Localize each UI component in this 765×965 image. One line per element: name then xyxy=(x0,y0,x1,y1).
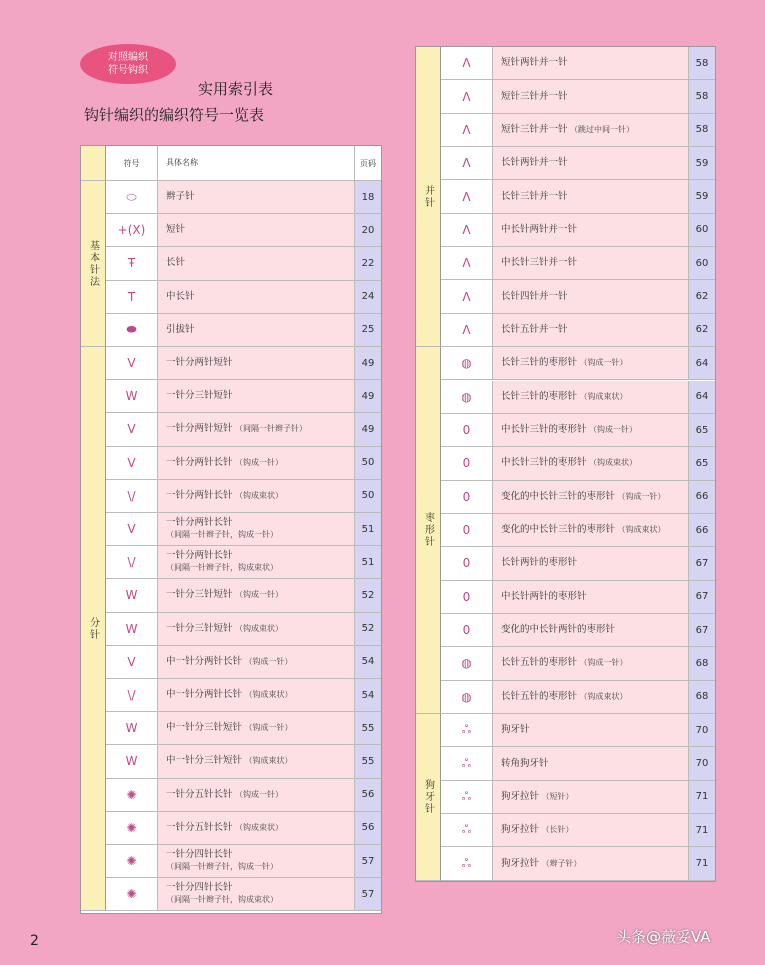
stitch-note: （辫子针） xyxy=(539,858,582,868)
stitch-symbol-icon: V xyxy=(106,513,158,545)
page-title: 实用索引表 xyxy=(198,80,274,98)
table-row xyxy=(441,147,715,180)
table-row xyxy=(106,745,381,778)
stitch-symbol-icon: W xyxy=(106,712,158,744)
page-ref: 52 xyxy=(355,579,381,611)
stitch-name xyxy=(158,214,355,246)
table-row xyxy=(441,781,715,814)
page-ref: 50 xyxy=(355,447,381,479)
stitch-symbol-icon: Λ xyxy=(441,280,493,312)
stitch-name-text: 狗牙拉针 （短针） xyxy=(501,790,574,802)
page-ref: 51 xyxy=(355,513,381,545)
page-ref: 67 xyxy=(689,614,715,646)
table-row xyxy=(106,413,381,446)
watermark: 头条@薇妥VA xyxy=(616,928,711,946)
stitch-symbol-icon: ஃ xyxy=(441,781,493,813)
table-row xyxy=(441,247,715,280)
stitch-note: （钩成一针） xyxy=(586,425,638,435)
stitch-name-text: 长针两针并一针 xyxy=(501,157,568,169)
page-ref: 68 xyxy=(689,681,715,713)
right-table xyxy=(415,46,716,882)
page-ref: 65 xyxy=(689,414,715,446)
stitch-symbol-icon: V xyxy=(106,347,158,379)
stitch-note: （钩成束状） xyxy=(615,525,666,535)
table-row xyxy=(106,314,381,347)
stitch-symbol-icon: Λ xyxy=(441,214,493,246)
table-row xyxy=(106,181,381,214)
stitch-name-text: 一针分两针长针 xyxy=(166,550,233,562)
stitch-name-text: 中一针分两针长针 （钩成束状） xyxy=(166,689,293,701)
page-ref: 59 xyxy=(689,180,715,212)
stitch-name xyxy=(493,781,689,813)
table-row xyxy=(106,679,381,712)
category-label xyxy=(416,47,441,347)
left-table xyxy=(80,145,382,914)
category-text: 狗牙针 xyxy=(422,778,434,815)
stitch-name xyxy=(493,647,689,679)
page-ref: 59 xyxy=(689,147,715,179)
stitch-name xyxy=(493,547,689,579)
stitch-name xyxy=(158,779,355,811)
page-ref: 70 xyxy=(689,747,715,779)
stitch-name xyxy=(158,314,355,346)
table-row xyxy=(441,647,715,680)
stitch-symbol-icon: 0 xyxy=(441,447,493,479)
page-ref: 52 xyxy=(355,613,381,645)
table-row xyxy=(441,381,715,414)
stitch-note: （间隔一针辫子针，钩成一针） xyxy=(166,862,278,872)
stitch-name-text: 一针分两针长针 （钩成束状） xyxy=(166,489,284,501)
stitch-symbol-icon: ◍ xyxy=(441,347,493,379)
page-ref: 55 xyxy=(355,712,381,744)
table-row xyxy=(441,847,715,880)
badge-line2: 符号钩织 xyxy=(108,65,148,76)
stitch-name-text: 一针分两针短针 xyxy=(166,357,233,369)
page-ref: 57 xyxy=(355,878,381,910)
page-ref: 25 xyxy=(355,314,381,346)
category-label xyxy=(416,347,441,714)
stitch-name-text: 中长针三针并一针 xyxy=(501,257,578,269)
page-ref: 66 xyxy=(689,481,715,513)
stitch-name-text: 长针三针并一针 xyxy=(501,190,568,202)
table-row xyxy=(441,280,715,313)
stitch-symbol-icon: ✺ xyxy=(106,878,158,910)
stitch-symbol-icon: ஃ xyxy=(441,814,493,846)
stitch-name-text: 一针分两针长针 （钩成一针） xyxy=(166,456,284,468)
page-ref: 67 xyxy=(689,581,715,613)
stitch-symbol-icon: 0 xyxy=(441,614,493,646)
stitch-name xyxy=(493,381,689,413)
page-subtitle: 钩针编织的编织符号一览表 xyxy=(84,106,265,124)
page-ref: 49 xyxy=(355,380,381,412)
stitch-note: （钩成一针） xyxy=(232,789,284,799)
table-row xyxy=(106,214,381,247)
table-row xyxy=(441,514,715,547)
stitch-note: （钩成束状） xyxy=(242,690,293,700)
stitch-symbol-icon: ◍ xyxy=(441,647,493,679)
stitch-symbol-icon: \/ xyxy=(106,679,158,711)
page-ref: 64 xyxy=(689,347,715,379)
stitch-name-text: 狗牙拉针 （辫子针） xyxy=(501,857,582,869)
page-ref: 49 xyxy=(355,347,381,379)
table-row xyxy=(441,347,715,380)
stitch-note: （长针） xyxy=(539,825,574,835)
stitch-symbol-icon: Λ xyxy=(441,180,493,212)
table-row xyxy=(106,613,381,646)
stitch-name-text: 长针三针的枣形针 （钩成束状） xyxy=(501,390,628,402)
stitch-note: （钩成束状） xyxy=(577,691,628,701)
stitch-name xyxy=(493,414,689,446)
stitch-name xyxy=(493,481,689,513)
page-ref: 20 xyxy=(355,214,381,246)
stitch-name xyxy=(493,747,689,779)
stitch-symbol-icon: ஃ xyxy=(441,747,493,779)
page-ref: 68 xyxy=(689,647,715,679)
stitch-name-text: 一针分两针长针 xyxy=(166,517,233,529)
stitch-name xyxy=(493,214,689,246)
stitch-name-text: 一针分四针长针 xyxy=(166,849,233,861)
stitch-name xyxy=(158,447,355,479)
stitch-note: （间隔一针辫子针，钩成束状） xyxy=(166,563,278,573)
stitch-name-text: 中一针分三针短针 （钩成一针） xyxy=(166,722,293,734)
table-row xyxy=(106,480,381,513)
stitch-note: （钩成束状） xyxy=(242,756,293,766)
page-ref: 51 xyxy=(355,546,381,578)
stitch-symbol-icon: +(X) xyxy=(106,214,158,246)
table-row xyxy=(441,714,715,747)
stitch-symbol-icon: Λ xyxy=(441,80,493,112)
table-row xyxy=(441,747,715,780)
stitch-name xyxy=(493,847,689,879)
stitch-name-text: 中长针三针的枣形针 （钩成一针） xyxy=(501,424,638,436)
stitch-name xyxy=(493,147,689,179)
stitch-name xyxy=(493,514,689,546)
table-row xyxy=(106,646,381,679)
stitch-note: （钩成一针） xyxy=(615,491,666,501)
table-row xyxy=(441,614,715,647)
stitch-note: （钩成束状） xyxy=(586,458,638,468)
stitch-note: （间隔一针辫子针，钩成束状） xyxy=(166,895,278,905)
stitch-symbol-icon: ஃ xyxy=(441,847,493,879)
table-row xyxy=(441,214,715,247)
page-ref: 54 xyxy=(355,646,381,678)
table-row xyxy=(106,546,381,579)
table-row xyxy=(106,878,381,911)
page-ref: 57 xyxy=(355,845,381,877)
stitch-symbol-icon: ஃ xyxy=(441,714,493,746)
stitch-name-text: 长针五针并一针 xyxy=(501,323,568,335)
stitch-name xyxy=(493,347,689,379)
stitch-name-text: 一针分两针短针 （间隔一针辫子针） xyxy=(166,423,308,435)
table-row xyxy=(441,814,715,847)
stitch-name-text: 长针 xyxy=(166,257,186,269)
badge-line1: 对照编织 xyxy=(108,52,148,63)
page-ref: 67 xyxy=(689,547,715,579)
page-ref: 54 xyxy=(355,679,381,711)
category-text: 基本针法 xyxy=(87,239,99,288)
stitch-symbol-icon: 0 xyxy=(441,414,493,446)
table-row xyxy=(106,579,381,612)
page-ref: 18 xyxy=(355,181,381,213)
table-row xyxy=(441,80,715,113)
table-row xyxy=(441,481,715,514)
category-text: 并针 xyxy=(422,184,434,209)
table-row xyxy=(441,447,715,480)
stitch-note: （短针） xyxy=(539,791,574,801)
stitch-name-text: 长针五针的枣形针 （钩成一针） xyxy=(501,657,628,669)
stitch-name-text: 一针分五针长针 （钩成一针） xyxy=(166,788,284,800)
stitch-name-text: 狗牙针 xyxy=(501,724,530,736)
stitch-name-text: 一针分三针短针 （钩成束状） xyxy=(166,622,284,634)
page-ref: 55 xyxy=(355,745,381,777)
stitch-name-text: 长针三针的枣形针 （钩成一针） xyxy=(501,357,628,369)
page-ref: 71 xyxy=(689,847,715,879)
stitch-symbol-icon: Λ xyxy=(441,114,493,146)
page-ref: 71 xyxy=(689,814,715,846)
stitch-name-text: 引拔针 xyxy=(166,323,195,335)
table-row xyxy=(106,281,381,314)
stitch-name-text: 长针四针并一针 xyxy=(501,290,568,302)
page-ref: 66 xyxy=(689,514,715,546)
stitch-name xyxy=(158,281,355,313)
stitch-symbol-icon: W xyxy=(106,613,158,645)
table-header xyxy=(106,146,381,181)
stitch-name xyxy=(158,347,355,379)
table-row xyxy=(441,180,715,213)
stitch-symbol-icon: 0 xyxy=(441,514,493,546)
stitch-name xyxy=(158,613,355,645)
stitch-note: （钩成一针） xyxy=(242,656,293,666)
stitch-symbol-icon: ◍ xyxy=(441,381,493,413)
stitch-symbol-icon: W xyxy=(106,579,158,611)
stitch-name xyxy=(493,314,689,346)
stitch-name-text: 中长针 xyxy=(166,290,195,302)
table-row xyxy=(106,347,381,380)
stitch-symbol-icon: Λ xyxy=(441,147,493,179)
page-ref: 58 xyxy=(689,47,715,79)
page-ref: 62 xyxy=(689,314,715,346)
header-name xyxy=(158,146,355,180)
stitch-name xyxy=(493,280,689,312)
category-label xyxy=(81,347,106,911)
stitch-note: （钩成束状） xyxy=(232,623,284,633)
page-ref: 60 xyxy=(689,247,715,279)
stitch-note: （钩成一针） xyxy=(577,658,628,668)
category-text: 枣形针 xyxy=(422,512,434,549)
stitch-symbol-icon: \/ xyxy=(106,480,158,512)
page-ref: 58 xyxy=(689,80,715,112)
stitch-symbol-icon: ⬬ xyxy=(106,314,158,346)
stitch-name-text: 长针五针的枣形针 （钩成束状） xyxy=(501,690,628,702)
stitch-name-text: 中一针分三针短针 （钩成束状） xyxy=(166,755,293,767)
stitch-symbol-icon: ⬭ xyxy=(106,181,158,213)
stitch-note: （钩成束状） xyxy=(577,391,628,401)
stitch-symbol-icon: 0 xyxy=(441,547,493,579)
table-row xyxy=(441,47,715,80)
page-ref: 24 xyxy=(355,281,381,313)
page-ref: 49 xyxy=(355,413,381,445)
stitch-symbol-icon: Λ xyxy=(441,314,493,346)
stitch-name xyxy=(158,181,355,213)
stitch-symbol-icon: ◍ xyxy=(441,681,493,713)
stitch-name xyxy=(493,114,689,146)
page-ref: 70 xyxy=(689,714,715,746)
page-ref: 22 xyxy=(355,247,381,279)
stitch-symbol-icon: 0 xyxy=(441,481,493,513)
stitch-name-text: 中长针三针的枣形针 （钩成束状） xyxy=(501,457,638,469)
stitch-name-text: 短针三针并一针 （跳过中间一针） xyxy=(501,123,635,135)
stitch-note: （钩成一针） xyxy=(242,723,293,733)
stitch-name-text: 转角狗牙针 xyxy=(501,757,549,769)
stitch-symbol-icon: V xyxy=(106,646,158,678)
stitch-name xyxy=(493,681,689,713)
stitch-note: （钩成束状） xyxy=(232,822,284,832)
stitch-symbol-icon: Λ xyxy=(441,47,493,79)
stitch-note: （钩成一针） xyxy=(232,457,284,467)
table-row xyxy=(106,712,381,745)
stitch-note: （间隔一针辫子针，钩成一针） xyxy=(166,530,278,540)
category-text: 分针 xyxy=(87,616,99,641)
stitch-name-text: 中长针两针的枣形针 xyxy=(501,590,587,602)
stitch-symbol-icon: 0 xyxy=(441,581,493,613)
page-ref: 50 xyxy=(355,480,381,512)
table-row xyxy=(441,581,715,614)
stitch-name xyxy=(493,80,689,112)
table-row xyxy=(441,681,715,714)
table-row xyxy=(441,547,715,580)
stitch-name xyxy=(158,413,355,445)
stitch-name xyxy=(493,247,689,279)
stitch-symbol-icon: V xyxy=(106,447,158,479)
header-page: 页码 xyxy=(355,146,381,180)
stitch-name xyxy=(158,579,355,611)
page-number: 2 xyxy=(30,933,39,949)
page-ref: 62 xyxy=(689,280,715,312)
stitch-name xyxy=(493,447,689,479)
stitch-name xyxy=(493,180,689,212)
stitch-symbol-icon: ✺ xyxy=(106,779,158,811)
stitch-name-text: 中一针分两针长针 （钩成一针） xyxy=(166,655,293,667)
page-ref: 60 xyxy=(689,214,715,246)
stitch-name xyxy=(158,513,355,545)
stitch-name-text: 具体名称 xyxy=(166,158,198,167)
stitch-name-text: 变化的中长针三针的枣形针 （钩成一针） xyxy=(501,490,666,502)
stitch-name-text: 狗牙拉针 （长针） xyxy=(501,824,574,836)
stitch-name-text: 短针两针并一针 xyxy=(501,57,568,69)
table-row xyxy=(106,845,381,878)
table-row xyxy=(441,114,715,147)
stitch-symbol-icon: ✺ xyxy=(106,812,158,844)
stitch-symbol-icon: V xyxy=(106,413,158,445)
badge xyxy=(80,44,176,84)
stitch-name xyxy=(158,745,355,777)
category-label xyxy=(416,714,441,881)
stitch-symbol-icon: W xyxy=(106,380,158,412)
stitch-symbol-icon: \/ xyxy=(106,546,158,578)
page-ref: 65 xyxy=(689,447,715,479)
page-ref: 71 xyxy=(689,781,715,813)
header-symbol: 符号 xyxy=(106,146,158,180)
table-row xyxy=(106,779,381,812)
stitch-name-text: 一针分四针长针 xyxy=(166,882,233,894)
stitch-note: （跳过中间一针） xyxy=(567,124,635,134)
stitch-name xyxy=(158,646,355,678)
stitch-note: （间隔一针辫子针） xyxy=(232,424,308,434)
stitch-name-text: 一针分三针短针 （钩成一针） xyxy=(166,589,284,601)
stitch-note: （钩成束状） xyxy=(232,490,284,500)
page-ref: 56 xyxy=(355,779,381,811)
stitch-name xyxy=(493,714,689,746)
table-row xyxy=(106,812,381,845)
table-row xyxy=(106,247,381,280)
stitch-name xyxy=(158,480,355,512)
stitch-symbol-icon: Ŧ xyxy=(106,247,158,279)
stitch-name-text: 中长针两针并一针 xyxy=(501,223,578,235)
page-ref: 58 xyxy=(689,114,715,146)
table-row xyxy=(106,513,381,546)
table-row xyxy=(441,414,715,447)
stitch-name xyxy=(158,812,355,844)
stitch-symbol-icon: T xyxy=(106,281,158,313)
stitch-name xyxy=(493,47,689,79)
stitch-name-text: 一针分三针短针 xyxy=(166,390,233,402)
table-row xyxy=(106,380,381,413)
table-row xyxy=(106,447,381,480)
stitch-name-text: 短针三针并一针 xyxy=(501,90,568,102)
stitch-name xyxy=(493,814,689,846)
stitch-symbol-icon: W xyxy=(106,745,158,777)
stitch-name xyxy=(493,581,689,613)
stitch-name xyxy=(493,614,689,646)
stitch-name-text: 变化的中长针三针的枣形针 （钩成束状） xyxy=(501,524,666,536)
stitch-name-text: 长针两针的枣形针 xyxy=(501,557,578,569)
stitch-name xyxy=(158,845,355,877)
stitch-name-text: 辫子针 xyxy=(166,191,195,203)
stitch-symbol-icon: Λ xyxy=(441,247,493,279)
stitch-name-text: 变化的中长针两针的枣形针 xyxy=(501,624,616,636)
table-row xyxy=(441,314,715,347)
stitch-name xyxy=(158,247,355,279)
stitch-symbol-icon: ✺ xyxy=(106,845,158,877)
page-ref: 64 xyxy=(689,381,715,413)
stitch-note: （钩成一针） xyxy=(232,590,284,600)
stitch-name xyxy=(158,712,355,744)
stitch-name xyxy=(158,380,355,412)
category-header-cell xyxy=(81,146,106,181)
stitch-name-text: 一针分五针长针 （钩成束状） xyxy=(166,821,284,833)
stitch-name-text: 短针 xyxy=(166,224,186,236)
category-label xyxy=(81,181,106,347)
stitch-name xyxy=(158,878,355,910)
stitch-note: （钩成一针） xyxy=(577,358,628,368)
stitch-name xyxy=(158,679,355,711)
stitch-name xyxy=(158,546,355,578)
page-ref: 56 xyxy=(355,812,381,844)
